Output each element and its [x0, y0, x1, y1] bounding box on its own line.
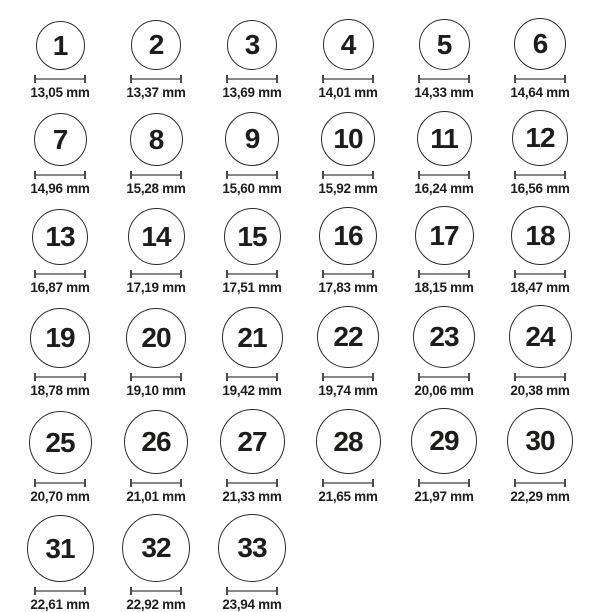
diameter-label: 17,83 mm [318, 280, 378, 295]
ring-circle [413, 306, 475, 368]
ring-circle [124, 410, 188, 474]
diameter-label: 21,33 mm [222, 489, 282, 504]
ring-size-number: 20 [141, 322, 171, 353]
diameter-ruler-icon [514, 373, 566, 381]
diameter-label: 13,05 mm [30, 85, 90, 100]
ring-size-number: 32 [141, 532, 171, 563]
chart-row [12, 18, 588, 100]
ring-circle [512, 110, 568, 166]
diameter-ruler-icon [418, 270, 470, 278]
ring-size-cell [12, 308, 108, 398]
ring-size-number: 7 [52, 123, 68, 155]
ring-size-cell [108, 308, 204, 398]
ring-size-number: 13 [45, 221, 75, 252]
diameter-ruler-icon [226, 75, 278, 83]
ring-size-cell [300, 112, 396, 196]
ring-circle [514, 18, 566, 70]
ring-size-cell [300, 409, 396, 504]
ring-size-number: 16 [333, 220, 363, 251]
ring-size-cell [204, 112, 300, 196]
ring-size-cell [492, 206, 588, 295]
ring-circle [128, 208, 185, 265]
ring-size-cell [492, 408, 588, 504]
diameter-label: 16,56 mm [510, 181, 570, 196]
ring-size-number: 21 [237, 321, 267, 353]
diameter-label: 19,74 mm [318, 383, 378, 398]
ring-circle [227, 20, 277, 70]
diameter-ruler-icon [130, 270, 182, 278]
diameter-ruler-icon [514, 171, 566, 179]
chart-row [12, 110, 588, 196]
diameter-label: 17,19 mm [126, 280, 186, 295]
ring-size-number: 22 [333, 321, 363, 352]
ring-size-cell [12, 411, 108, 504]
diameter-label: 15,60 mm [222, 181, 282, 196]
ring-size-cell [108, 410, 204, 504]
ring-size-cell [108, 514, 204, 612]
diameter-label: 16,24 mm [414, 181, 474, 196]
ring-size-number: 15 [237, 220, 267, 252]
ring-size-number: 30 [525, 425, 555, 456]
ring-size-number: 4 [340, 28, 356, 60]
diameter-label: 16,87 mm [30, 280, 90, 295]
diameter-ruler-icon [322, 75, 374, 83]
diameter-label: 17,51 mm [222, 280, 282, 295]
diameter-ruler-icon [34, 171, 86, 179]
diameter-ruler-icon [34, 479, 86, 487]
ring-circle [419, 19, 470, 70]
diameter-label: 22,61 mm [30, 597, 90, 612]
ring-size-cell [492, 18, 588, 100]
diameter-ruler-icon [34, 373, 86, 381]
diameter-ruler-icon [322, 479, 374, 487]
diameter-label: 18,47 mm [510, 280, 570, 295]
diameter-label: 22,29 mm [510, 489, 570, 504]
diameter-label: 13,69 mm [222, 85, 282, 100]
ring-size-number: 8 [148, 123, 164, 155]
diameter-label: 18,78 mm [30, 383, 90, 398]
ring-size-cell [12, 21, 108, 100]
ring-size-cell [300, 306, 396, 398]
ring-size-number: 14 [141, 220, 171, 252]
diameter-ruler-icon [130, 171, 182, 179]
diameter-ruler-icon [34, 270, 86, 278]
ring-size-cell [12, 113, 108, 196]
ring-size-cell [492, 110, 588, 196]
ring-circle [321, 112, 375, 166]
ring-size-cell [108, 20, 204, 100]
ring-circle [36, 21, 85, 70]
ring-circle [225, 112, 279, 166]
diameter-ruler-icon [226, 373, 278, 381]
diameter-ruler-icon [226, 171, 278, 179]
ring-circle [220, 409, 285, 474]
diameter-label: 20,06 mm [414, 383, 474, 398]
ring-size-cell [396, 306, 492, 398]
ring-size-number: 6 [532, 28, 548, 59]
diameter-label: 19,42 mm [222, 383, 282, 398]
diameter-ruler-icon [514, 270, 566, 278]
ring-circle [122, 514, 190, 582]
ring-size-cell [396, 111, 492, 196]
chart-row [12, 305, 588, 398]
diameter-ruler-icon [34, 587, 86, 595]
ring-size-number: 12 [525, 122, 555, 153]
ring-size-number: 25 [45, 426, 75, 458]
ring-size-number: 9 [244, 123, 260, 154]
ring-size-cell [108, 208, 204, 295]
diameter-label: 20,70 mm [30, 489, 90, 504]
ring-size-number: 18 [525, 219, 555, 251]
ring-size-cell [300, 19, 396, 100]
ring-circle [222, 307, 283, 368]
ring-circle [509, 305, 572, 368]
diameter-ruler-icon [418, 75, 470, 83]
diameter-label: 21,65 mm [318, 489, 378, 504]
ring-size-number: 5 [436, 28, 452, 60]
ring-size-number: 31 [45, 532, 75, 564]
diameter-label: 21,97 mm [414, 489, 474, 504]
ring-size-number: 2 [148, 29, 164, 60]
ring-size-cell [12, 209, 108, 295]
ring-size-number: 19 [45, 322, 75, 353]
chart-row [12, 514, 588, 612]
ring-circle [507, 408, 573, 474]
ring-size-cell [396, 206, 492, 295]
ring-size-cell [204, 409, 300, 504]
ring-circle [218, 514, 286, 582]
ring-circle [224, 208, 281, 265]
ring-circle [323, 19, 374, 70]
ring-size-cell [108, 113, 204, 196]
diameter-ruler-icon [130, 75, 182, 83]
diameter-ruler-icon [322, 373, 374, 381]
diameter-label: 23,94 mm [222, 597, 282, 612]
diameter-ruler-icon [322, 171, 374, 179]
ring-size-cell [396, 408, 492, 504]
ring-circle [126, 308, 186, 368]
diameter-ruler-icon [34, 75, 86, 83]
ring-size-cell [204, 208, 300, 295]
diameter-ruler-icon [514, 75, 566, 83]
diameter-ruler-icon [130, 373, 182, 381]
ring-size-cell [492, 305, 588, 398]
diameter-ruler-icon [418, 373, 470, 381]
diameter-label: 15,92 mm [318, 181, 378, 196]
ring-circle [417, 111, 472, 166]
diameter-ruler-icon [226, 479, 278, 487]
ring-size-number: 1 [52, 29, 68, 61]
ring-size-number: 26 [141, 426, 171, 457]
diameter-label: 14,01 mm [318, 85, 378, 100]
ring-size-number: 28 [333, 425, 363, 457]
ring-circle [34, 113, 87, 166]
ring-size-cell [396, 19, 492, 100]
ring-size-number: 33 [237, 532, 267, 563]
ring-size-cell [204, 20, 300, 100]
chart-row [12, 408, 588, 504]
ring-circle [27, 515, 94, 582]
ring-size-cell [300, 207, 396, 295]
ring-size-number: 24 [525, 320, 555, 352]
ring-circle [411, 408, 477, 474]
ring-circle [32, 209, 88, 265]
ring-size-number: 17 [429, 219, 459, 251]
ring-size-cell [12, 515, 108, 612]
ring-size-number: 27 [237, 425, 267, 457]
diameter-ruler-icon [130, 587, 182, 595]
diameter-ruler-icon [322, 270, 374, 278]
diameter-ruler-icon [226, 270, 278, 278]
ring-circle [415, 206, 474, 265]
ring-circle [30, 308, 90, 368]
diameter-label: 18,15 mm [414, 280, 474, 295]
ring-circle [317, 306, 379, 368]
chart-row [12, 206, 588, 295]
ring-size-number: 23 [429, 321, 459, 352]
diameter-label: 22,92 mm [126, 597, 186, 612]
diameter-ruler-icon [226, 587, 278, 595]
diameter-label: 14,96 mm [30, 181, 90, 196]
diameter-label: 15,28 mm [126, 181, 186, 196]
diameter-label: 19,10 mm [126, 383, 186, 398]
ring-circle [29, 411, 92, 474]
diameter-ruler-icon [418, 479, 470, 487]
diameter-label: 14,64 mm [510, 85, 570, 100]
ring-size-cell [204, 514, 300, 612]
ring-circle [130, 113, 183, 166]
ring-circle [131, 20, 181, 70]
diameter-label: 13,37 mm [126, 85, 186, 100]
diameter-label: 14,33 mm [414, 85, 474, 100]
ring-circle [319, 207, 377, 265]
diameter-label: 20,38 mm [510, 383, 570, 398]
diameter-label: 21,01 mm [126, 489, 186, 504]
diameter-ruler-icon [130, 479, 182, 487]
ring-size-number: 3 [244, 29, 260, 60]
diameter-ruler-icon [418, 171, 470, 179]
diameter-ruler-icon [514, 479, 566, 487]
ring-size-number: 29 [429, 425, 459, 456]
ring-circle [316, 409, 381, 474]
ring-size-number: 10 [333, 123, 363, 154]
ring-size-number: 11 [430, 122, 458, 154]
ring-circle [511, 206, 570, 265]
ring-size-cell [204, 307, 300, 398]
